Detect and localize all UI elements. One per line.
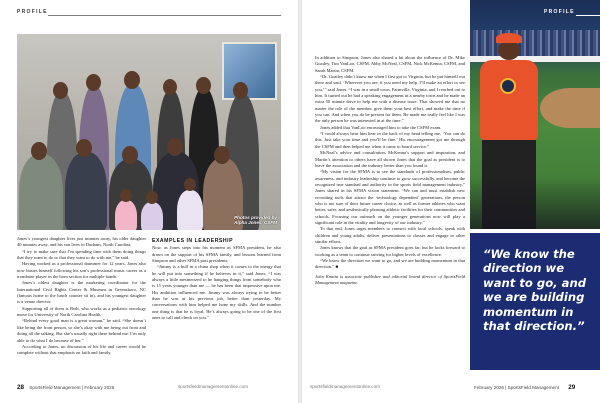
paragraph: Supporting all of them is Beth, who works as a pediatric oncology nurse for University of North Carolina Health. xyxy=(17,305,146,318)
left-column-2 xyxy=(152,236,281,381)
child xyxy=(115,200,137,230)
team-logo xyxy=(500,78,516,94)
child xyxy=(177,190,203,230)
photo-credit xyxy=(234,215,277,226)
left-page xyxy=(0,0,298,403)
paragraph: Jones added that VanLoo encouraged him to take the CSFM exam. xyxy=(320,124,442,130)
paragraph: “I try to make sure that I’m spending time with them doing things that they want to do or that they want to do with me,” he said. xyxy=(17,248,146,261)
paragraph: “My vision for the SFMA is to see the standards of professionalism, public awareness, and industry leadership continue to grow successfully, and become the recognized true standard and authority in the sports field management industry,” Jones shared in his SFMA vision statement. “We can and must establish new recruiting tools that attract the ‘technology dependent’ generations, the person who is not sure of their future career choice, as well as former athletes who want better, safer, and aesthetically pleasing athletic facilities for their communities and schools. Focusing our outreach on the younger generations now will play a significant role in the vitality and longevity of our industry.” xyxy=(315,169,465,225)
family-photo xyxy=(17,34,281,230)
child-head xyxy=(120,189,132,202)
paragraph: “Dr. Goatley didn’t know me when I first got to Virginia, but he put himself out there and said, ‘Wherever you are, if you need my help, I’ll make an effort to see you,’” said Jones. “I was in a small town, Farmville, Virginia, and I reached out to him. It turned out he had a speaking engagement in a nearby town and he made an extra 50 minute drive to help me with a disease issue. That showed me that no matter the role of the member, give them your best effort, and make the time if you can. And when you do be present for them. He made me really feel like I was the only person he was interested in at the time.” xyxy=(315,74,465,124)
paragraph: Having worked as a professional drummer for 12 years, Jones also now busies himself following his son’s professional music career as a trombone player in the horn section for multiple bands. xyxy=(17,261,146,280)
foreground xyxy=(470,176,600,229)
paragraph: “Jimmy is a bull in a china shop when it comes to the energy that he will put into something if he believes in it,” said Jones. “I was always a little mesmerized to be hanging things from somebody who is 15 years younger than me — he has been that impressive upon me. His ambition influenced me. Jimmy was always trying to be better than he was at his previous job, better than yesterday. My conversations with him helped me hone my skills. And the number one thing is that he is loyal. He’s always going to be one of the first ones to call and check on you.” xyxy=(152,264,281,321)
paragraph: Now, as Jones steps into his moment as SFMA president, he also draws on the support of his SFMA family, and lessons learned from Simpson and other SFMA past presidents. xyxy=(152,245,281,264)
man-head xyxy=(498,40,520,60)
person-head xyxy=(163,79,177,95)
magazine-name: February 2026 | SportsField Management xyxy=(474,385,559,390)
jersey xyxy=(480,60,538,140)
person-head xyxy=(124,71,140,89)
cap xyxy=(496,33,522,43)
subhead: EXAMPLES IN LEADERSHIP xyxy=(152,238,234,244)
pull-quote-box xyxy=(470,233,600,370)
child-head xyxy=(184,178,196,191)
paragraph: “We know the direction we want to go, and we are building momentum in that direction.” ■ xyxy=(315,258,465,270)
right-column xyxy=(315,55,465,377)
child-head xyxy=(146,191,158,204)
paragraph: “I could always hear him hear in the back of my head telling me, ‘You can do this. Just take your time and you’ll be fine.’ His encouragement got me through the CSFM and then helped me when it came to board service.” xyxy=(315,131,465,149)
section-label: PROFILE xyxy=(544,9,575,15)
right-page xyxy=(302,0,600,403)
website-url: sportsfieldmanagementonline.com xyxy=(310,384,380,389)
child xyxy=(141,202,163,230)
right-footer xyxy=(474,384,575,391)
author-bio: John Kmitta is associate publisher and editorial brand director of SportsField Management magazine. xyxy=(315,273,465,286)
paragraph: In addition to Simpson, Jones also shared a bit about the influence of Dr. Mike Goatley, Tim VanLoo, CSFM, Abby McNeal, CSFM, Nick McKenna, CSFM, and Sarah Martin, CSFM. xyxy=(315,55,465,73)
person-head xyxy=(196,77,211,94)
paragraph: To that end, Jones urges members to connect with local schools, speak with children and young adults, deliver presentations to classes and engage in other similar efforts. xyxy=(315,226,465,244)
paragraph: According to Jones, no discussion of his life and career would be complete without that emphasis on faith and family. xyxy=(17,343,146,356)
infield-dirt xyxy=(540,88,600,128)
window xyxy=(222,42,277,100)
section-rule xyxy=(48,15,281,16)
paragraph: “Behind every good man is a great woman,” he said. “She doesn’t like being the front person, so she’s okay with me being out front and doing all the talking. But she’s usually right there behind me. I’m only able to do what I do because of her.” xyxy=(17,318,146,343)
person-head xyxy=(53,82,68,99)
person xyxy=(65,152,107,230)
paragraph: McNeal’s advice and consultation, McKenna’s support and inspiration, and Martin’s attention to others have all shown Jones that the goal as president is to leave the association and the industry better than you found it. xyxy=(315,150,465,168)
person-head xyxy=(122,146,138,164)
section-rule xyxy=(576,15,600,16)
person-head xyxy=(233,82,248,99)
paragraph: Jones’s youngest daughter lives just minutes away, his older daughter 40 minutes away, and his son lives in Durham, North Carolina. xyxy=(17,236,146,248)
person-head xyxy=(167,138,183,156)
page-number: 29 xyxy=(568,384,576,391)
section-label: PROFILE xyxy=(17,9,48,15)
left-column-1 xyxy=(17,236,146,381)
stadium-photo xyxy=(470,0,600,229)
page-number: 28 xyxy=(17,384,25,391)
paragraph: Jones knows that the goal as SFMA president goes far, but he looks forward to working as a team to continue striving for higher levels of excellence. xyxy=(315,245,465,257)
person-head xyxy=(86,74,101,91)
photo-credit-line: Alpha Jones, CSFM xyxy=(234,220,277,226)
person-head xyxy=(214,146,230,164)
left-footer xyxy=(17,384,114,391)
person-head xyxy=(76,139,92,157)
pull-quote: “We know the direction we want to go, and we are building momentum in that direction.” xyxy=(483,247,586,334)
magazine-name: SportsField Management | February 2026 xyxy=(29,385,115,390)
photo-credit-line: Photos provided by xyxy=(234,214,277,220)
person-head xyxy=(31,142,47,160)
paragraph: Jones’s oldest daughter is the marketing coordinator for the International Civil Rights Center & Museum in Greensboro, NC (famous home to the lunch counter sit in), and his youngest daughter is a venue director. xyxy=(17,280,146,305)
website-url: sportsfieldmanagementonline.com xyxy=(178,384,248,389)
person xyxy=(19,154,63,230)
crowd xyxy=(470,30,600,56)
